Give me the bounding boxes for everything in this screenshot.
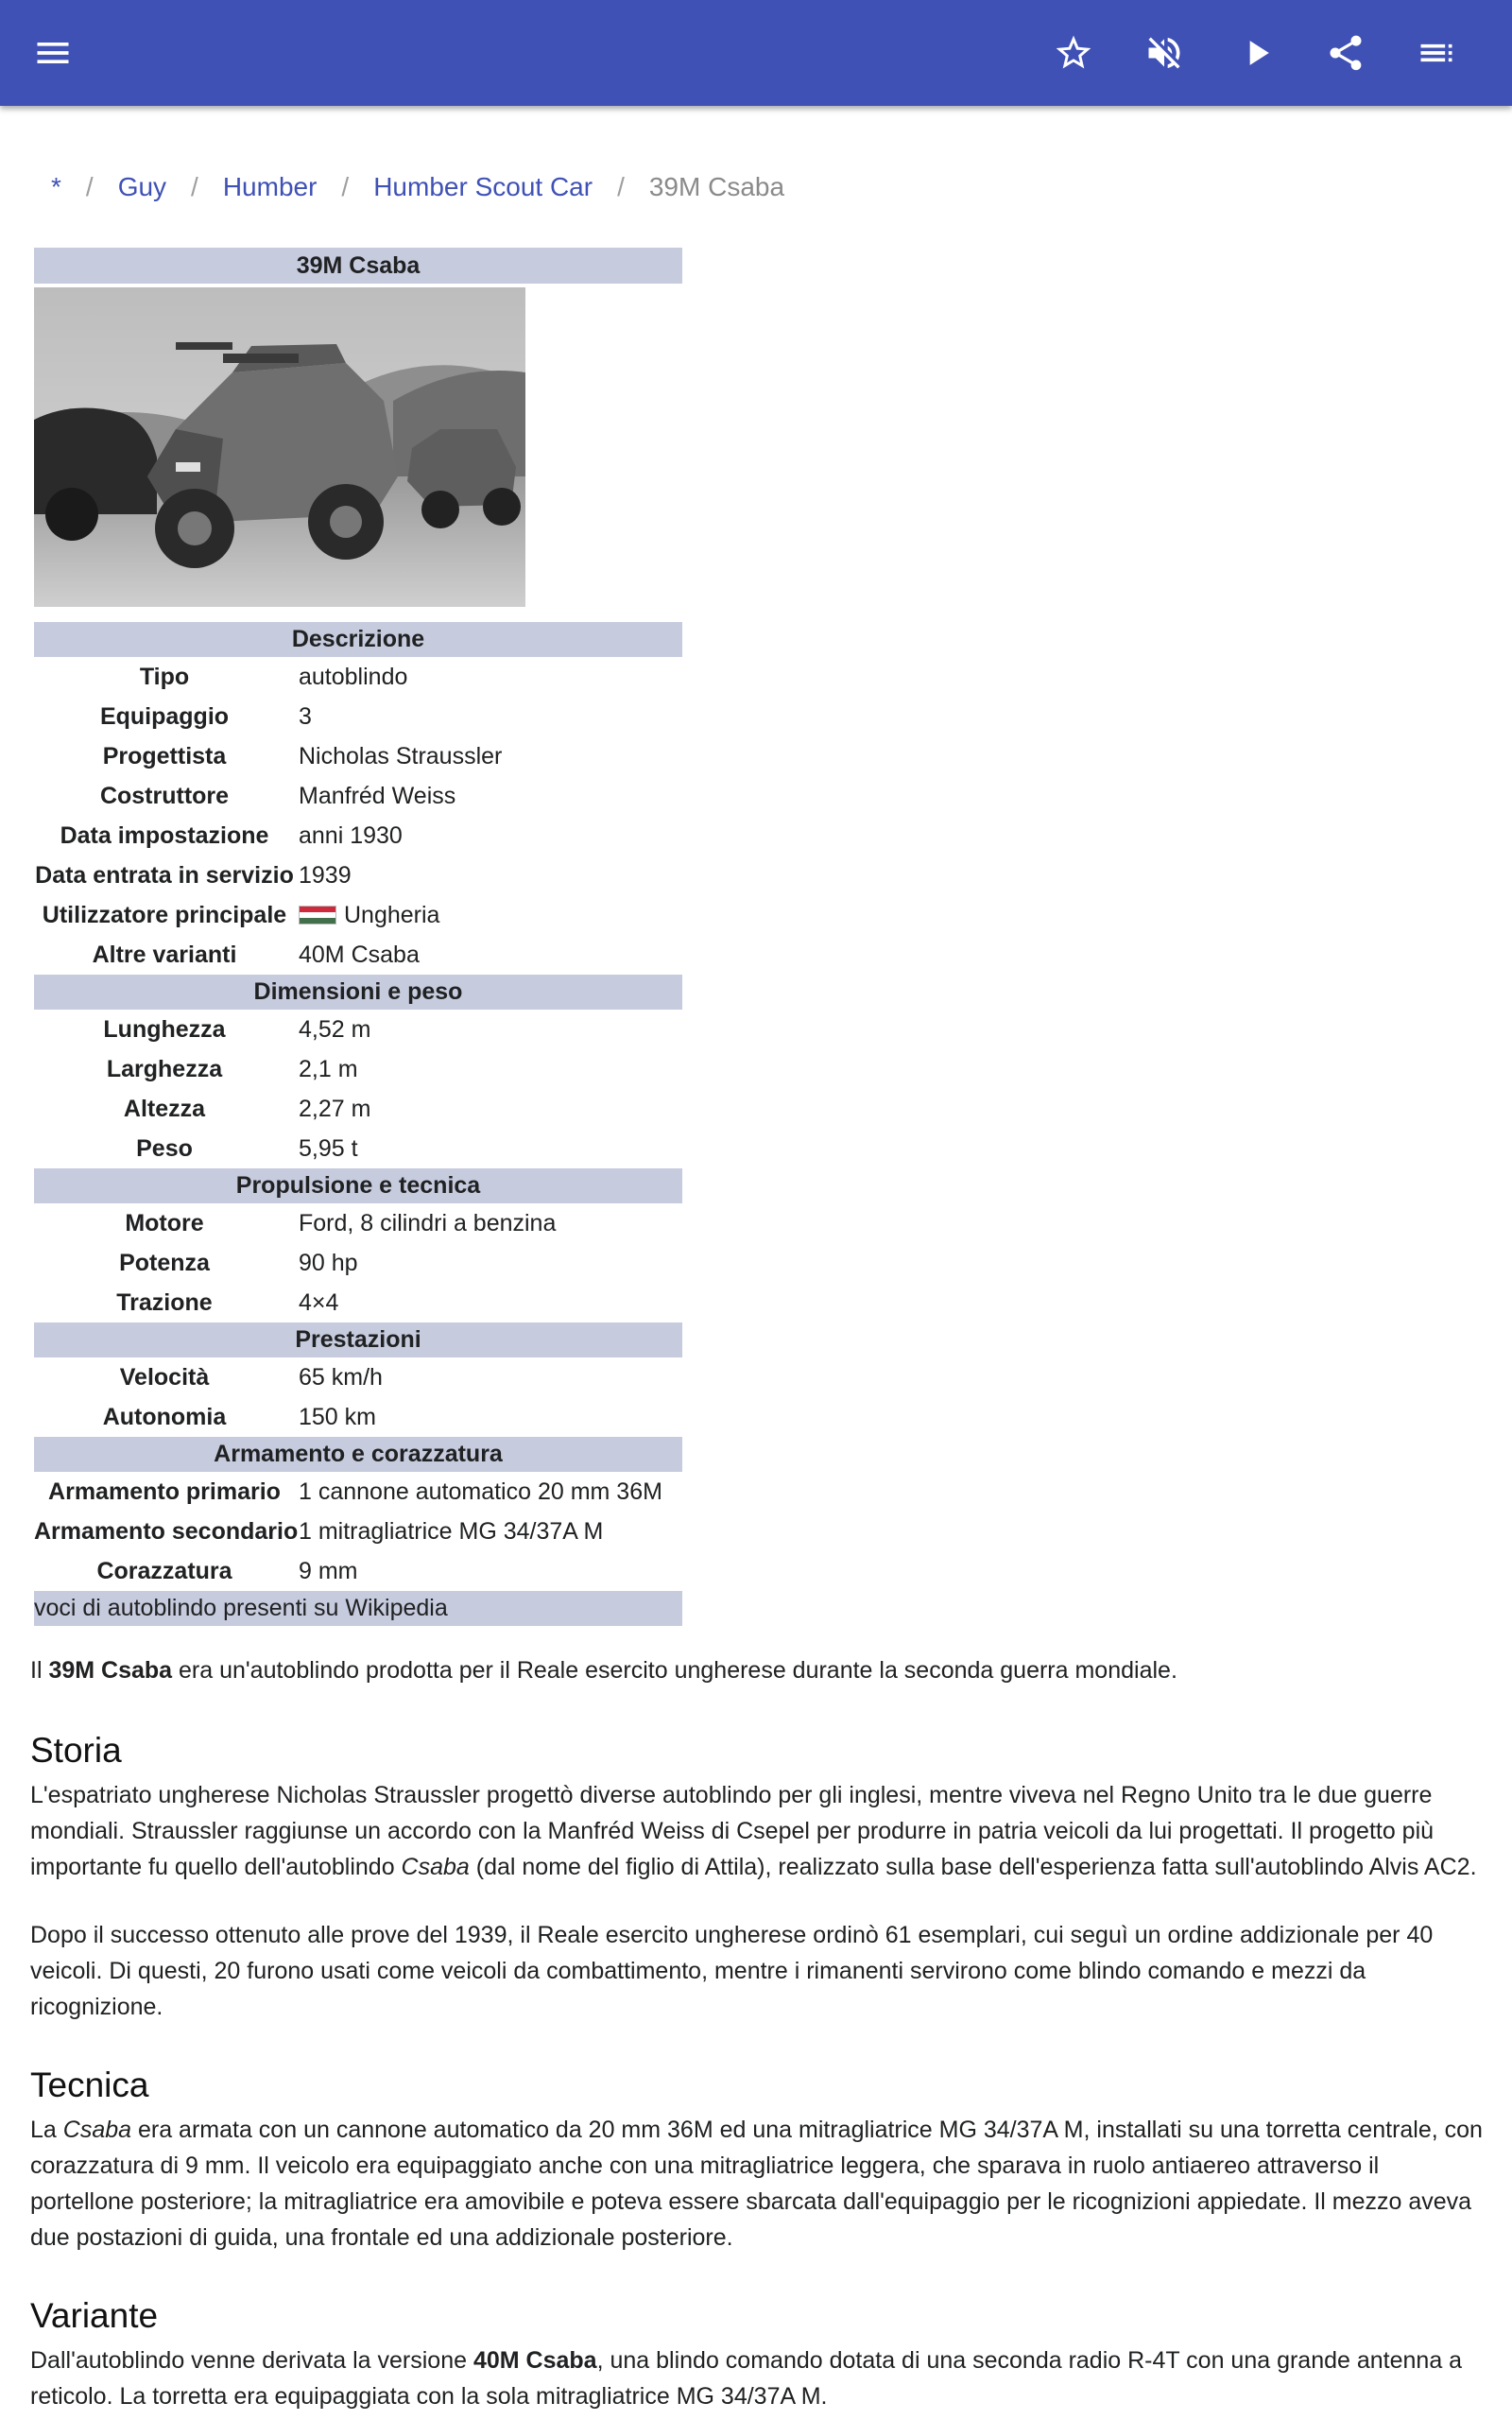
tecnica-paragraph-1 — [30, 2112, 1486, 2256]
infobox-value: 150 km — [299, 1403, 376, 1430]
infobox-value-text[interactable]: Ungheria — [344, 901, 440, 928]
infobox — [34, 248, 682, 1626]
volume-off-icon — [1143, 32, 1185, 74]
share-icon — [1325, 32, 1366, 74]
infobox-value-user[interactable] — [295, 902, 439, 929]
infobox-value[interactable]: Manfréd Weiss — [299, 782, 456, 809]
infobox-value: 9 mm — [299, 1557, 358, 1584]
breadcrumb-current: 39M Csaba — [648, 172, 785, 201]
infobox-value: 3 — [299, 702, 312, 730]
infobox-section-propulsione — [34, 1168, 682, 1322]
infobox-label: Corazzatura — [96, 1557, 232, 1584]
article-intro — [30, 1652, 1486, 1688]
infobox-value: 4×4 — [299, 1288, 339, 1316]
article-body — [30, 1652, 1486, 2414]
breadcrumb-item-humber-scout-car[interactable]: Humber Scout Car — [373, 172, 593, 201]
app-toolbar — [0, 0, 1512, 106]
breadcrumb-separator: / — [617, 172, 625, 201]
infobox-value[interactable]: 1939 — [299, 861, 352, 889]
infobox-label: Equipaggio — [99, 702, 230, 730]
infobox-footer-link[interactable]: voci di autoblindo presenti su Wikipedia — [34, 1591, 682, 1626]
infobox-section-heading: Descrizione — [34, 622, 682, 657]
mute-button[interactable] — [1130, 19, 1198, 87]
breadcrumb-item-root[interactable]: * — [51, 172, 61, 201]
star-icon — [1053, 32, 1094, 74]
infobox-label: Motore — [125, 1209, 204, 1236]
breadcrumb — [51, 168, 784, 206]
section-heading-variante: Variante — [30, 2296, 159, 2335]
infobox-row — [34, 1129, 682, 1168]
para-text: L'espatriato ungherese Nicholas Straussler progettò diverse autoblindo per gli inglesi, mentre viveva nel Regno Unito tra le due guerre mondiali. Straussler raggiunse un accordo con la Manfréd Weiss di Csepel per produrre in patria veicoli da lui progettati. Il progetto più importante fu quello dell'autoblindo — [30, 1782, 1435, 1880]
section-heading-storia: Storia — [30, 1731, 122, 1770]
infobox-row — [34, 776, 682, 816]
infobox-value[interactable]: 1 mitragliatrice MG 34/37A M — [299, 1517, 604, 1545]
infobox-section-descrizione — [34, 622, 682, 975]
infobox-section-heading: Prestazioni — [34, 1322, 682, 1357]
infobox-value: 2,1 m — [299, 1055, 358, 1082]
infobox-section-prestazioni — [34, 1322, 682, 1437]
infobox-row — [34, 697, 682, 736]
intro-bold: 39M Csaba — [48, 1657, 173, 1684]
infobox-value: 90 hp — [299, 1249, 358, 1276]
infobox-section-heading: Armamento e corazzatura — [34, 1437, 682, 1472]
hungary-flag-icon — [299, 906, 336, 925]
intro-text: Il — [30, 1657, 49, 1684]
infobox-row — [34, 1089, 682, 1129]
play-icon — [1236, 32, 1278, 74]
breadcrumb-item-guy[interactable]: Guy — [117, 172, 167, 201]
toc-icon — [1416, 32, 1457, 74]
infobox-value: 5,95 t — [299, 1134, 358, 1162]
infobox-label: Data entrata in servizio — [35, 861, 294, 889]
infobox-label: Costruttore — [99, 782, 230, 809]
infobox-value: 4,52 m — [299, 1015, 371, 1043]
toc-button[interactable] — [1402, 19, 1470, 87]
menu-icon — [32, 32, 74, 74]
infobox-row — [34, 1049, 682, 1089]
infobox-row — [34, 1357, 682, 1397]
infobox-row — [34, 1243, 682, 1283]
breadcrumb-separator: / — [85, 172, 94, 201]
para-text: era armata con un cannone automatico da 20 mm 36M ed una mitragliatrice MG 34/37A M, installati su una torretta centrale, con corazzatura di 9 mm. Il veicolo era equipaggiato anche con una mitragliatrice leggera, che sparava in ruolo antiaereo attraverso il portellone posteriore; la mitragliatrice era amovibile e poteva essere sbarcata dall'equipaggio per le ricognizioni appiedate. Il mezzo aveva due postazioni di guida, una frontale ed una addizionale posteriore. — [30, 2117, 1483, 2251]
para-text: (dal nome del figlio di Attila), realizzato sulla base dell'esperienza fatta sull'autoblindo Alvis AC2. — [469, 1854, 1477, 1880]
infobox-label: Peso — [136, 1134, 193, 1162]
storia-paragraph-1 — [30, 1777, 1486, 1885]
infobox-row — [34, 1010, 682, 1049]
infobox-value: 65 km/h — [299, 1363, 383, 1391]
infobox-row — [34, 657, 682, 697]
infobox-label: Armamento secondario — [34, 1517, 299, 1545]
favorite-button[interactable] — [1040, 19, 1108, 87]
menu-button[interactable] — [19, 19, 87, 87]
infobox-row — [34, 1203, 682, 1243]
infobox-section-dimensioni — [34, 975, 682, 1168]
vehicle-photo[interactable] — [34, 287, 525, 607]
infobox-label: Lunghezza — [103, 1015, 226, 1043]
para-text: La — [30, 2117, 63, 2143]
flag-stripe-green — [300, 918, 335, 924]
infobox-title: 39M Csaba — [34, 248, 682, 284]
breadcrumb-separator: / — [191, 172, 198, 201]
infobox-section-armamento — [34, 1437, 682, 1591]
infobox-section-heading: Dimensioni e peso — [34, 975, 682, 1010]
infobox-label: Progettista — [102, 742, 227, 769]
infobox-row — [34, 1397, 682, 1437]
infobox-row — [34, 1551, 682, 1591]
storia-paragraph-2: Dopo il successo ottenuto alle prove del 1939, il Reale esercito ungherese ordinò 61 esemplari, cui seguì un ordine addizionale per 40 veicoli. Di questi, 20 furono usati come veicoli da combattimento, mentre i rimanenti servirono come blindo comando e mezzi da ricognizione. — [30, 1922, 1434, 2020]
para-bold[interactable]: 40M Csaba — [472, 2347, 597, 2374]
infobox-row — [34, 1283, 682, 1322]
infobox-label: Tipo — [139, 663, 190, 690]
infobox-label: Altezza — [123, 1095, 206, 1122]
infobox-value: Ford, 8 cilindri a benzina — [299, 1209, 557, 1236]
para-italic: Csaba — [62, 2117, 132, 2143]
infobox-row — [34, 935, 682, 975]
infobox-row — [34, 1472, 682, 1512]
breadcrumb-separator: / — [341, 172, 350, 201]
infobox-row — [34, 1512, 682, 1551]
infobox-row — [34, 736, 682, 776]
infobox-label: Trazione — [116, 1288, 213, 1316]
infobox-row — [34, 895, 682, 935]
infobox-value[interactable]: Nicholas Straussler — [299, 742, 503, 769]
infobox-value[interactable]: 1 cannone automatico 20 mm 36M — [299, 1478, 662, 1505]
infobox-value[interactable]: 40M Csaba — [299, 941, 420, 968]
infobox-value: 2,27 m — [299, 1095, 371, 1122]
infobox-label: Larghezza — [106, 1055, 223, 1082]
infobox-label: Velocità — [119, 1363, 210, 1391]
share-button[interactable] — [1312, 19, 1380, 87]
play-button[interactable] — [1223, 19, 1291, 87]
para-italic: Csaba — [401, 1854, 470, 1880]
intro-text: era un'autoblindo prodotta per il Reale esercito ungherese durante la seconda guerra mondiale. — [172, 1657, 1177, 1684]
infobox-row — [34, 816, 682, 856]
infobox-label: Utilizzatore principale — [42, 901, 287, 928]
infobox-label: Armamento primario — [48, 1478, 281, 1505]
infobox-value[interactable]: autoblindo — [299, 663, 408, 690]
para-text: , una blindo comando dotata di una seconda radio R-4T con una grande antenna a reticolo. La torretta era equipaggiata con la sola mitragliatrice MG 34/37A M. — [30, 2347, 1463, 2410]
infobox-section-heading: Propulsione e tecnica — [34, 1168, 682, 1203]
section-heading-tecnica: Tecnica — [30, 2066, 149, 2104]
armored-car-photo-icon — [34, 287, 525, 607]
infobox-value[interactable]: anni 1930 — [299, 821, 403, 849]
infobox-label: Autonomia — [102, 1403, 227, 1430]
infobox-label: Altre varianti — [92, 941, 237, 968]
variante-paragraph-1 — [30, 2342, 1486, 2414]
breadcrumb-item-humber[interactable]: Humber — [222, 172, 318, 201]
infobox-label: Potenza — [119, 1249, 210, 1276]
infobox-label: Data impostazione — [60, 821, 269, 849]
infobox-row — [34, 856, 682, 895]
para-text: Dall'autoblindo venne derivata la versione — [30, 2347, 473, 2374]
